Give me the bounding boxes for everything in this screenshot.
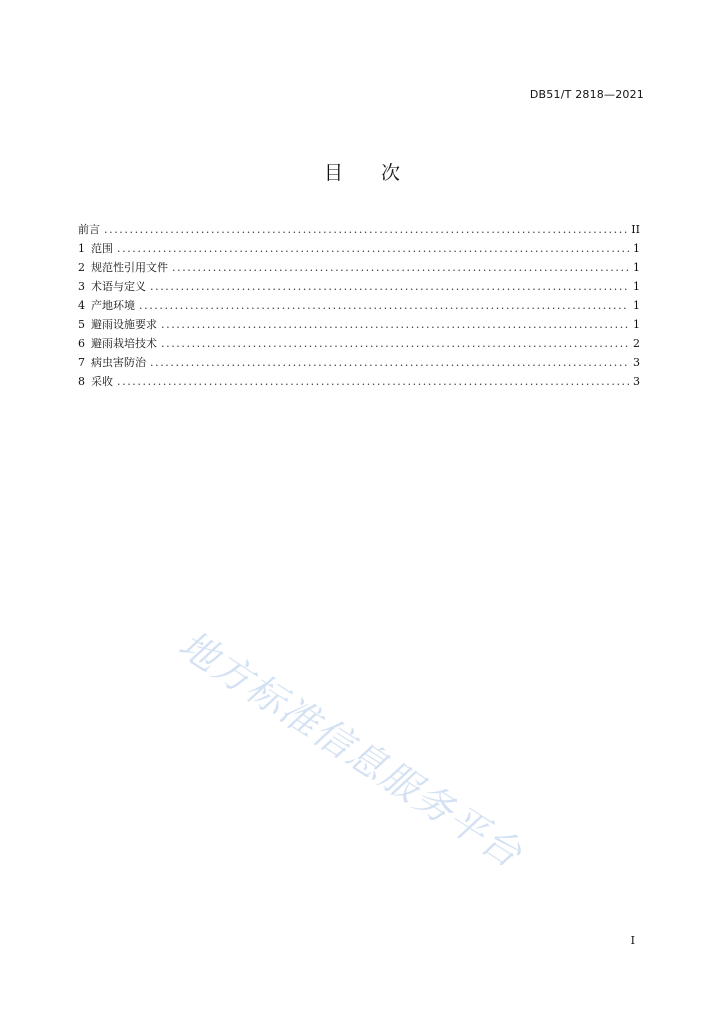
toc-entry-page: II: [631, 223, 640, 236]
toc-leader-dots: [150, 353, 629, 372]
toc-entry-page: 3: [633, 375, 640, 388]
toc-leader-dots: [161, 334, 629, 353]
toc-entry-title: 前言: [78, 223, 100, 236]
toc-entry-number: 4: [78, 299, 85, 312]
toc-leader-dots: [161, 315, 629, 334]
toc-leader-dots: [117, 372, 629, 391]
toc-entry-cultivation-technique[interactable]: [78, 334, 640, 353]
toc-entry-pest-control[interactable]: [78, 353, 640, 372]
toc-entry-number: 7: [78, 356, 85, 369]
toc-entry-title: 避雨栽培技术: [91, 337, 157, 350]
toc-title-part1: 目: [323, 162, 343, 184]
toc-entry-title: 采收: [91, 375, 113, 388]
toc-entry-title: 范围: [91, 242, 113, 255]
toc-title-part2: 次: [381, 162, 401, 184]
toc-entry-rain-shelter-requirements[interactable]: [78, 315, 640, 334]
toc-entry-title: 避雨设施要求: [91, 318, 157, 331]
page-number: I: [630, 934, 635, 947]
toc-entry-title: 规范性引用文件: [91, 261, 168, 274]
toc-leader-dots: [104, 220, 627, 239]
toc-entry-scope[interactable]: [78, 239, 640, 258]
toc-title: [0, 158, 724, 185]
toc-entry-number: 2: [78, 261, 85, 274]
toc-entry-page: 1: [633, 280, 640, 293]
watermark-text: 地方标准信息服务平台: [171, 621, 531, 877]
toc-entry-terms-definitions[interactable]: [78, 277, 640, 296]
toc-entry-page: 1: [633, 299, 640, 312]
toc-leader-dots: [172, 258, 629, 277]
toc-entry-normative-references[interactable]: [78, 258, 640, 277]
toc-entry-page: 2: [633, 337, 640, 350]
toc-entry-number: 5: [78, 318, 85, 331]
toc-leader-dots: [150, 277, 629, 296]
toc-entry-number: 3: [78, 280, 85, 293]
toc-list: [78, 220, 640, 391]
toc-entry-page: 1: [633, 242, 640, 255]
toc-entry-page: 3: [633, 356, 640, 369]
toc-entry-foreword[interactable]: [78, 220, 640, 239]
toc-entry-title: 术语与定义: [91, 280, 146, 293]
toc-entry-page: 1: [633, 261, 640, 274]
standard-code: DB51/T 2818—2021: [529, 88, 644, 101]
toc-entry-number: 6: [78, 337, 85, 350]
toc-leader-dots: [139, 296, 629, 315]
toc-entry-production-environment[interactable]: [78, 296, 640, 315]
toc-entry-title: 病虫害防治: [91, 356, 146, 369]
toc-entry-page: 1: [633, 318, 640, 331]
toc-entry-number: 1: [78, 242, 85, 255]
toc-entry-number: 8: [78, 375, 85, 388]
toc-entry-harvest[interactable]: [78, 372, 640, 391]
toc-entry-title: 产地环境: [91, 299, 135, 312]
toc-leader-dots: [117, 239, 629, 258]
